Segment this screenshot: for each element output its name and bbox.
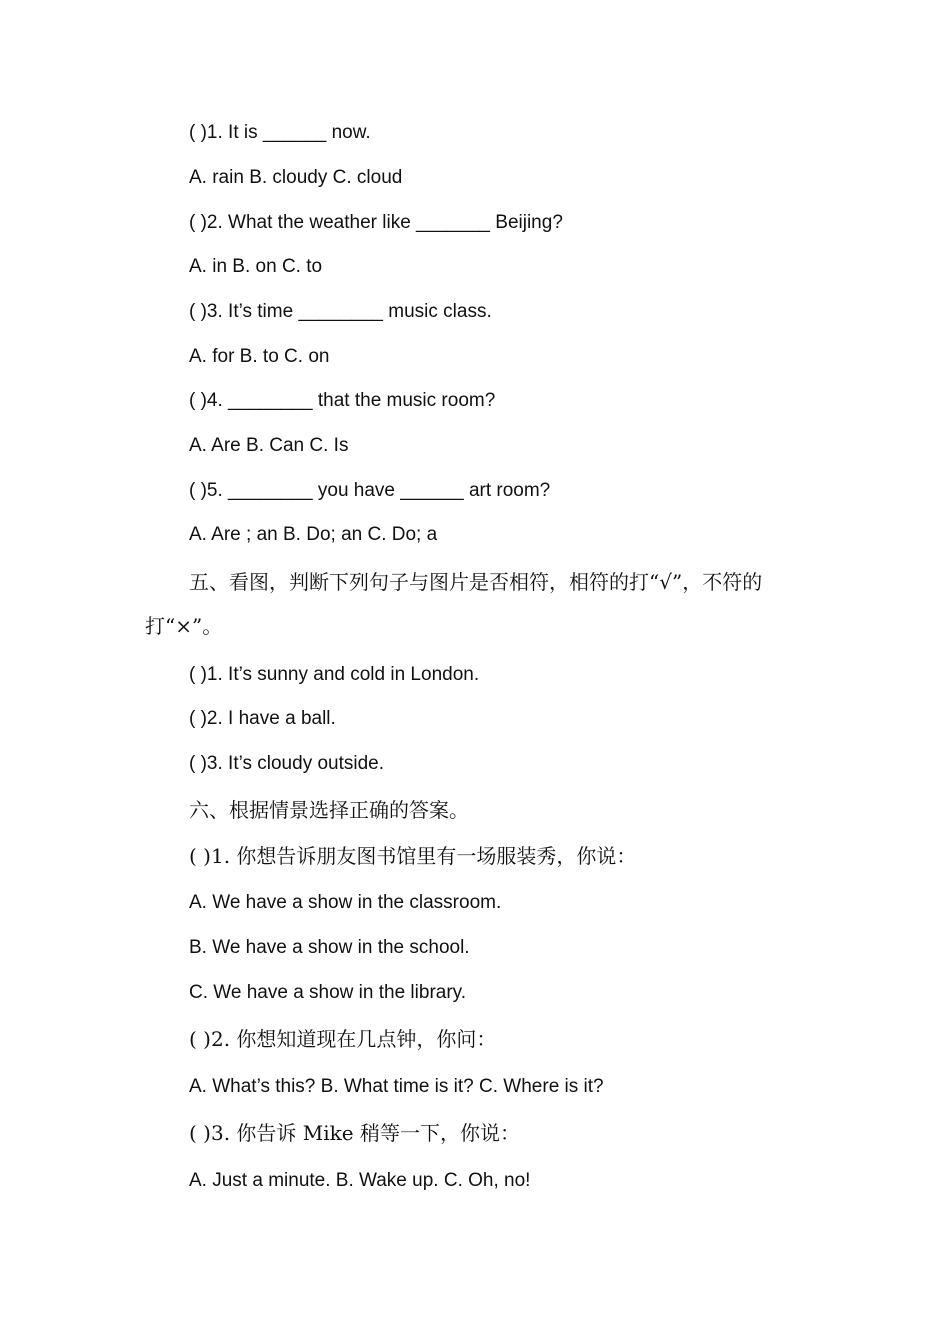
question-4-3: ( )3. It’s time ________ music class. xyxy=(189,301,492,322)
option-6-1-b: B. We have a show in the school. xyxy=(189,937,470,958)
question-6-2: ( )2. 你想知道现在几点钟，你问： xyxy=(189,1027,497,1051)
options-4-2: A. in B. on C. to xyxy=(189,256,323,277)
option-6-1-a: A. We have a show in the classroom. xyxy=(189,892,502,913)
options-4-3: A. for B. to C. on xyxy=(189,346,330,367)
question-4-1: ( )1. It is ______ now. xyxy=(189,122,371,143)
question-6-3: ( )3. 你告诉 Mike 稍等一下，你说： xyxy=(189,1121,520,1145)
question-5-1: ( )1. It’s sunny and cold in London. xyxy=(189,664,480,685)
question-4-5: ( )5. ________ you have ______ art room? xyxy=(189,480,551,501)
question-4-2: ( )2. What the weather like _______ Beijing? xyxy=(189,212,563,233)
section-6-heading: 六、根据情景选择正确的答案。 xyxy=(189,798,469,822)
question-4-4: ( )4. ________ that the music room? xyxy=(189,390,496,411)
options-4-5: A. Are ; an B. Do; an C. Do; a xyxy=(189,524,438,545)
question-5-3: ( )3. It’s cloudy outside. xyxy=(189,753,385,774)
options-4-4: A. Are B. Can C. Is xyxy=(189,435,349,456)
section-5-heading: 五、看图，判断下列句子与图片是否相符，相符的打“√”，不符的打“×”。 xyxy=(145,570,763,638)
options-6-2: A. What’s this? B. What time is it? C. Where is it? xyxy=(189,1076,604,1097)
options-6-3: A. Just a minute. B. Wake up. C. Oh, no! xyxy=(189,1170,531,1191)
option-6-1-c: C. We have a show in the library. xyxy=(189,982,467,1003)
options-4-1: A. rain B. cloudy C. cloud xyxy=(189,167,403,188)
question-6-1: ( )1. 你想告诉朋友图书馆里有一场服装秀，你说： xyxy=(189,844,637,868)
question-5-2: ( )2. I have a ball. xyxy=(189,708,336,729)
